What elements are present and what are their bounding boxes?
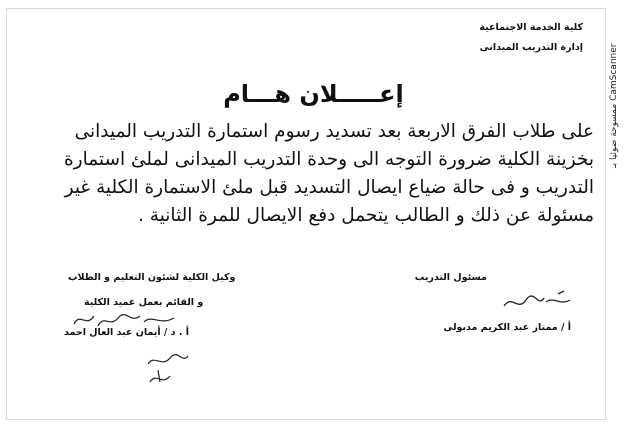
- body-line: مسئولة عن ذلك و الطالب يتحمل دفع الايصال للمرة الثانية .: [138, 205, 594, 226]
- announcement-title: إعـــــلان هـــام: [223, 80, 404, 108]
- department-name: إدارة التدريب الميدانى: [479, 42, 583, 53]
- announcement-body: [14, 118, 594, 230]
- vice-dean-title: وكيل الكلية لشئون التعليم و الطلاب: [68, 272, 236, 283]
- training-officer-signature: [500, 288, 580, 316]
- vice-dean-name: أ . د / أيمان عبد العال احمد: [64, 327, 190, 338]
- handwritten-initials: [140, 350, 200, 390]
- training-officer-title: مسئول التدريب: [414, 272, 487, 283]
- body-line: بخزينة الكلية ضرورة التوجه الى وحدة التدريب الميدانى لملئ استمارة: [63, 149, 594, 170]
- faculty-name: كلية الخدمة الاجتماعية: [479, 22, 583, 33]
- acting-dean-title: و القائم بعمل عميد الكلية: [84, 297, 204, 308]
- training-officer-name: أ / ممتاز عبد الكريم مدبولى: [443, 322, 571, 333]
- body-line: على طلاب الفرق الاربعة بعد تسديد رسوم استمارة التدريب الميدانى: [74, 121, 594, 142]
- camscanner-watermark: ممسوحة ضوئيا بـ CamScanner: [609, 43, 619, 168]
- body-line: التدريب و فى حالة ضياع ايصال التسديد قبل ملئ الاستمارة الكلية غير: [64, 177, 594, 198]
